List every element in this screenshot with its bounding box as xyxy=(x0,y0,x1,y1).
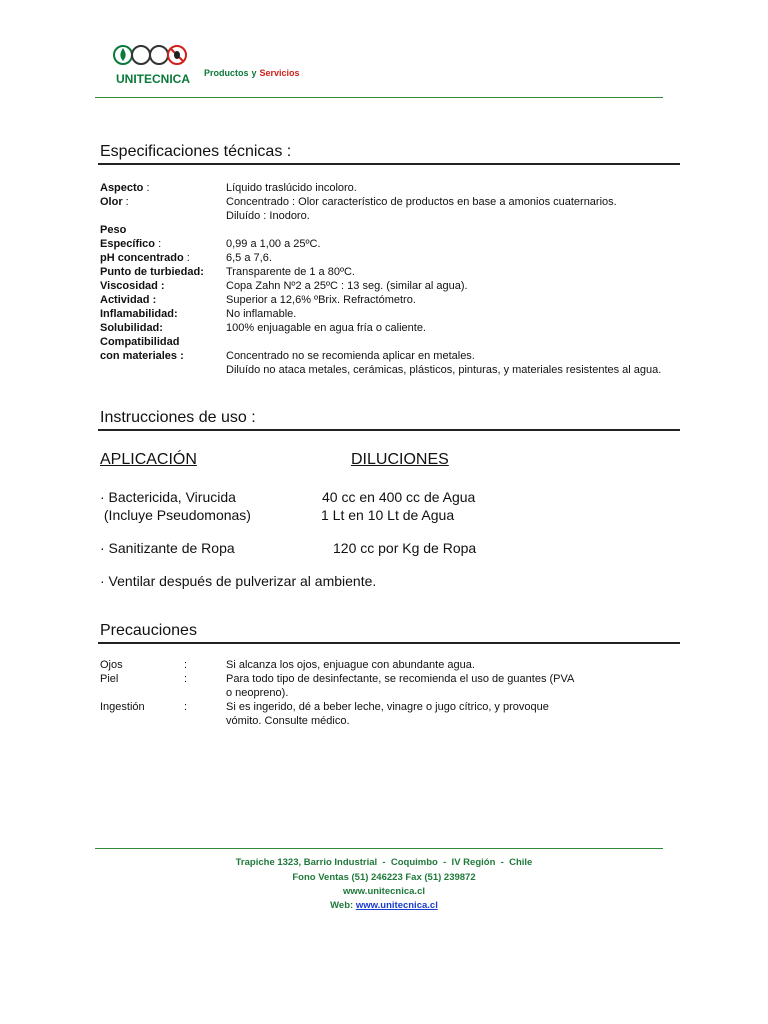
precaution-sep: : xyxy=(184,701,188,713)
spec-value: Líquido traslúcido incoloro. xyxy=(226,182,357,194)
spec-label: Inflamabilidad: xyxy=(100,308,178,320)
footer-phone: Fono Ventas (51) 246223 Fax (51) 239872 xyxy=(292,872,476,883)
spec-label: Específico : xyxy=(100,238,162,250)
precaution-sep: : xyxy=(184,673,188,685)
tagline-and: y xyxy=(251,68,257,78)
precaution-value: Para todo tipo de desinfectante, se recomienda el uso de guantes (PVA o neopreno). xyxy=(226,673,574,699)
spec-value: Diluído : Inodoro. xyxy=(226,210,310,222)
spec-label: Punto de turbiedad: xyxy=(100,266,204,278)
footer-web-link[interactable]: www.unitecnica.cl xyxy=(355,900,438,911)
spec-value: Concentrado : Olor característico de productos en base a amonios cuaternarios. xyxy=(226,196,617,208)
spec-label: Peso xyxy=(100,224,127,236)
dilution-item: 40 cc en 400 cc de Agua xyxy=(322,489,476,505)
tagline xyxy=(204,68,300,78)
unitecnica-logo xyxy=(112,44,194,88)
spec-label: Compatibilidad xyxy=(100,336,180,348)
header-divider xyxy=(95,97,663,98)
spec-label: Aspecto : xyxy=(100,182,150,194)
application-item: · Sanitizante de Ropa xyxy=(100,540,235,556)
precaution-label: Ingestión xyxy=(100,701,145,713)
spec-value: 100% enjuagable en agua fría o caliente. xyxy=(226,322,426,334)
footer-web-label: Web: xyxy=(330,900,356,911)
spec-value: 0,99 a 1,00 a 25ºC. xyxy=(226,238,321,250)
application-item: (Incluye Pseudomonas) xyxy=(100,507,251,523)
spec-label: Actividad : xyxy=(100,294,157,306)
precaution-value: Si alcanza los ojos, enjuague con abundante agua. xyxy=(226,659,475,671)
specs-title: Especificaciones técnicas : xyxy=(100,143,292,160)
footer-web xyxy=(0,900,768,911)
dilutions-heading: DILUCIONES xyxy=(351,451,449,468)
footer-address: Trapiche 1323, Barrio Industrial - Coquimbo - IV Región - Chile xyxy=(235,857,533,868)
spec-label: con materiales : xyxy=(100,350,184,362)
spec-value: 6,5 a 7,6. xyxy=(226,252,272,264)
precaution-label: Piel xyxy=(100,673,119,685)
precaution-label: Ojos xyxy=(100,659,123,671)
precaution-sep: : xyxy=(184,659,188,671)
spec-label: Solubilidad: xyxy=(100,322,163,334)
footer-divider xyxy=(95,848,663,849)
spec-value: Transparente de 1 a 80ºC. xyxy=(226,266,355,278)
ventilation-note: · Ventilar después de pulverizar al ambiente. xyxy=(100,573,377,589)
precautions-rule xyxy=(98,642,680,644)
specs-rule xyxy=(98,163,680,165)
precautions-title: Precauciones xyxy=(100,622,197,639)
application-heading: APLICACIÓN xyxy=(100,451,197,468)
dilution-item: 120 cc por Kg de Ropa xyxy=(333,540,477,556)
application-item: · Bactericida, Virucida xyxy=(100,489,236,505)
spec-value: Superior a 12,6% ºBrix. Refractómetro. xyxy=(226,294,416,306)
precaution-value: Si es ingerido, dé a beber leche, vinagre o jugo cítrico, y provoque vómito. Consulte médico. xyxy=(226,701,549,727)
spec-value: No inflamable. xyxy=(226,308,297,320)
brand-name: UNITECNICA xyxy=(116,72,190,86)
tagline-products: Productos xyxy=(204,68,249,78)
footer-site: www.unitecnica.cl xyxy=(342,886,425,897)
instructions-title: Instrucciones de uso : xyxy=(100,409,256,426)
spec-label: Viscosidad : xyxy=(100,280,165,292)
spec-label: pH concentrado : xyxy=(100,252,190,264)
spec-value: Copa Zahn Nº2 a 25ºC : 13 seg. (similar al agua). xyxy=(226,280,468,292)
instructions-rule xyxy=(98,429,680,431)
spec-label: Olor : xyxy=(100,196,129,208)
spec-value: Concentrado no se recomienda aplicar en metales. xyxy=(226,350,475,362)
tagline-services: Servicios xyxy=(259,68,300,78)
spec-value: Diluído no ataca metales, cerámicas, plásticos, pinturas, y materiales resistentes al agua. xyxy=(226,364,662,376)
dilution-item: 1 Lt en 10 Lt de Agua xyxy=(321,507,455,523)
